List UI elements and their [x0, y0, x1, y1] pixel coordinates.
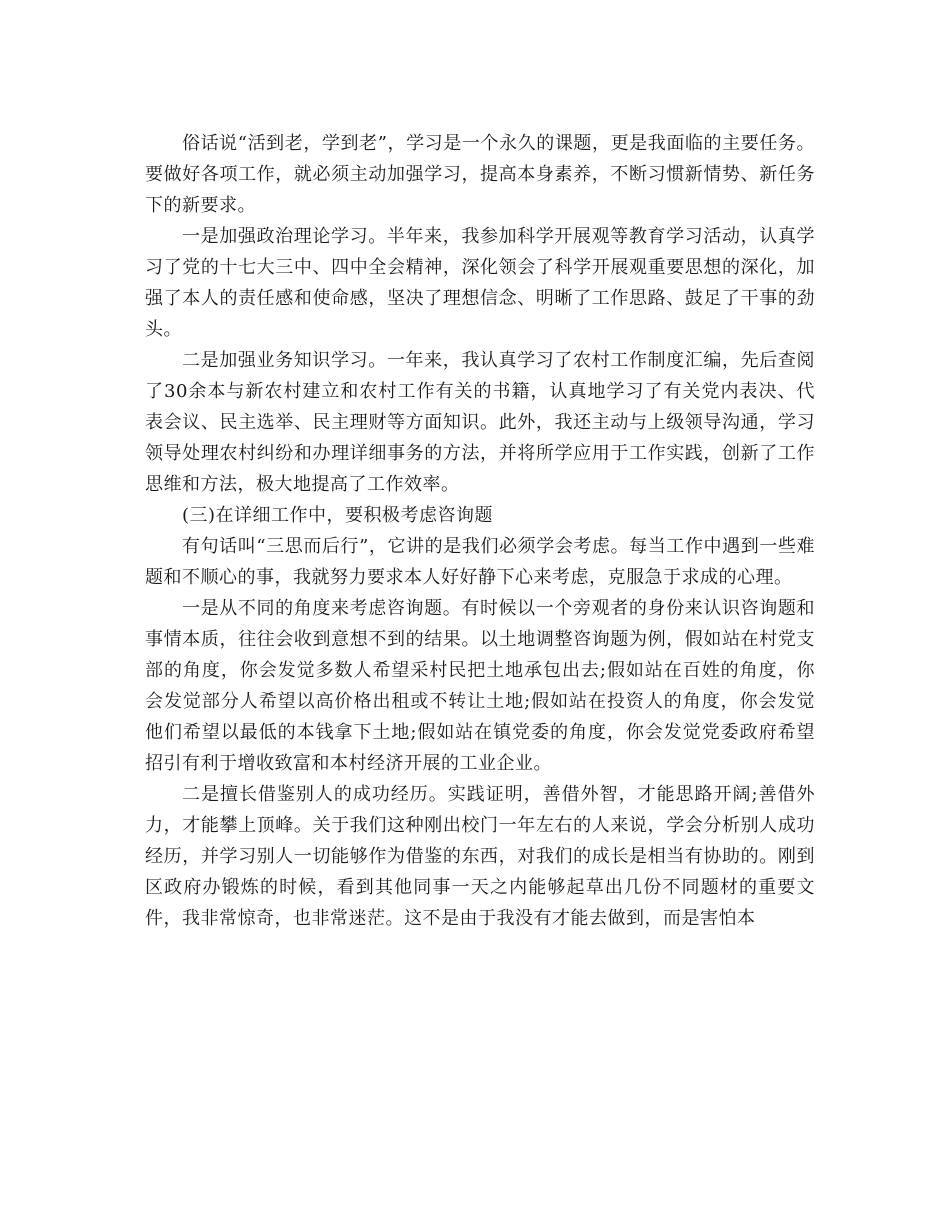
paragraph-think-twice: 有句话叫“三思而后行”，它讲的是我们必须学会考虑。每当工作中遇到一些难题和不顺心的事，我就努力要求本人好好静下心来考虑，克服急于求成的心理。: [145, 536, 815, 588]
paragraph-learning-intro: 俗话说“活到老，学到老”，学习是一个永久的课题，更是我面临的主要任务。要做好各项工作，就必须主动加强学习，提高本身素养，不断习惯新情势、新任务下的新要求。: [145, 133, 815, 216]
document-body: [145, 128, 815, 934]
paragraph-political-theory: 一是加强政治理论学习。半年来，我参加科学开展观等教育学习活动，认真学习了党的十七大三中、四中全会精神，深化领会了科学开展观重要思想的深化，加强了本人的责任感和使命感，坚决了理想信念、明晰了工作思路、鼓足了干事的劲头。: [145, 226, 815, 340]
section-heading-three: (三)在详细工作中，要积极考虑咨询题: [182, 505, 494, 526]
paragraph-different-angles: 一是从不同的角度来考虑咨询题。有时候以一个旁观者的身份来认识咨询题和事情本质，往往会收到意想不到的结果。以土地调整咨询题为例，假如站在村党支部的角度，你会发觉多数人希望采村民把土地承包出去;假如站在百姓的角度，你会发觉部分人希望以高价格出租或不转让土地;假如站在投资人的角度，你会发觉他们希望以最低的本钱拿下土地;假如站在镇党委的角度，你会发觉党委政府希望招引有利于增收致富和本村经济开展的工业企业。: [145, 598, 815, 774]
paragraph-learn-from-others: 二是擅长借鉴别人的成功经历。实践证明，善借外智，才能思路开阔;善借外力，才能攀上顶峰。关于我们这种刚出校门一年左右的人来说，学会分析别人成功经历，并学习别人一切能够作为借鉴的东西，对我们的成长是相当有协助的。刚到区政府办锻炼的时候，看到其他同事一天之内能够起草出几份不同题材的重要文件，我非常惊奇，也非常迷茫。这不是由于我没有才能去做到，而是害怕本: [145, 784, 815, 929]
paragraph-business-knowledge: 二是加强业务知识学习。一年来，我认真学习了农村工作制度汇编，先后查阅了30余本与新农村建立和农村工作有关的书籍，认真地学习了有关党内表决、代表会议、民主选举、民主理财等方面知识。此外，我还主动与上级领导沟通，学习领导处理农村纠纷和办理详细事务的方法，并将所学应用于工作实践，创新了工作思维和方法，极大地提高了工作效率。: [145, 350, 815, 495]
